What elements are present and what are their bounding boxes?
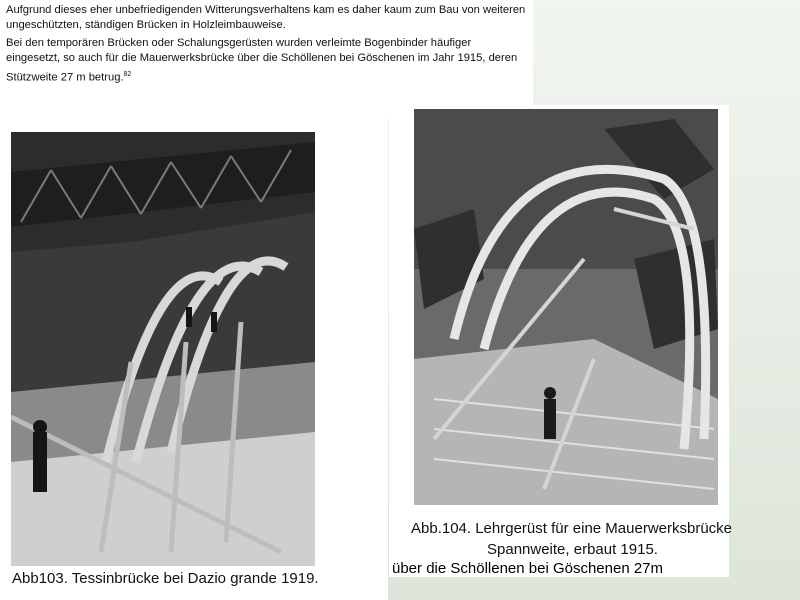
caption-figure-104-line2: Spannweite, erbaut 1915. [487,541,658,558]
photo-tessin-bridge-illustration [11,132,315,566]
caption-figure-103: Abb103. Tessinbrücke bei Dazio grande 1919. [12,570,319,587]
caption-figure-104-line3: über die Schöllenen bei Göschenen 27m [389,559,729,577]
figure-card-right [389,105,729,563]
figure-card-left [0,118,388,600]
footnote-marker: 82 [123,70,132,78]
paragraph-temporary-bridges [6,36,527,86]
paragraph-temporary-bridges-text: Bei den temporären Brücken oder Schalungsgerüsten wurden verleimte Bogenbinder häufiger eingesetzt, so auch für die Mauerwerksbrücke über die Schöllenen bei Göschenen im Jahr 1915, deren Stützweite 27 m betrug. [6,36,518,84]
body-text [0,0,533,118]
photo-centering-arch [414,109,718,505]
photo-centering-arch-illustration [414,109,718,505]
paragraph-weathering: Aufgrund dieses eher unbefriedigenden Witterungsverhaltens kam es daher kaum zum Bau von weiteren ungeschützten, ständigen Brücken in Holzleimbauweise. [6,4,526,32]
caption-figure-104-line1: Abb.104. Lehrgerüst für eine Mauerwerksbrücke [411,520,733,537]
photo-tessin-bridge [11,132,315,566]
